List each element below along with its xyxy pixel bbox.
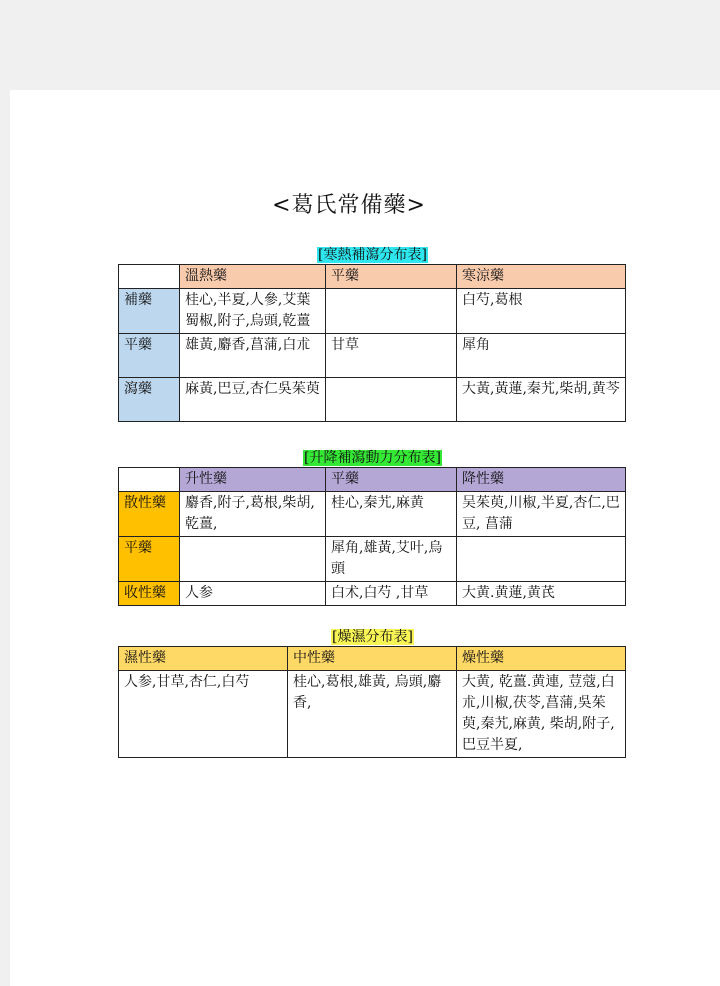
table-cell: 人参 xyxy=(180,582,326,606)
row-label: 散性藥 xyxy=(119,492,180,537)
header-cell: 平藥 xyxy=(326,265,457,289)
header-cell-empty xyxy=(119,265,180,289)
table-cell: 人参,甘草,杏仁,白芍 xyxy=(119,671,288,758)
table-row xyxy=(119,671,626,758)
table-row xyxy=(119,378,626,422)
table-cell xyxy=(326,378,457,422)
row-label: 收性藥 xyxy=(119,582,180,606)
table-cell: 白芍,葛根 xyxy=(457,289,626,334)
table-cell: 甘草 xyxy=(326,334,457,378)
document-title: <葛氏常備藥> xyxy=(272,193,426,218)
table-cell: 大黄.黄蓮,黄芪 xyxy=(457,582,626,606)
table-cell: 犀角,雄黃,艾叶,烏頭 xyxy=(326,537,457,582)
table-cell: 雄黃,麝香,菖蒲,白朮 xyxy=(180,334,326,378)
table-cell: 麻黃,巴豆,杏仁吳茱萸 xyxy=(180,378,326,422)
table-cell: 大黃,黃蓮,秦艽,柴胡,黄芩 xyxy=(457,378,626,422)
table-cell: 白术,白芍 ,甘草 xyxy=(326,582,457,606)
table-cell xyxy=(457,537,626,582)
table-cell: 桂心,葛根,雄黃, 烏頭,麝香, xyxy=(288,671,457,758)
table-cell: 麝香,附子,葛根,柴胡,乾薑, xyxy=(180,492,326,537)
table-cell: 犀角 xyxy=(457,334,626,378)
table-row xyxy=(119,492,626,537)
table-row xyxy=(119,334,626,378)
table2-caption-text: [升降補瀉動力分布表] xyxy=(304,450,441,466)
row-label: 平藥 xyxy=(119,334,180,378)
cold-heat-table xyxy=(118,264,626,422)
table-cell: 桂心,半夏,人參,艾葉蜀椒,附子,烏頭,乾薑 xyxy=(180,289,326,334)
header-cell: 濕性藥 xyxy=(119,647,288,671)
dry-wet-table xyxy=(118,646,626,758)
table-cell: 大黄, 乾薑.黄連, 荳蔻,白朮,川椒,茯苓,菖蒲,吳茱萸,秦艽,麻黄, 柴胡,附子,巴豆半夏, xyxy=(457,671,626,758)
table2-caption xyxy=(119,447,626,467)
document-page xyxy=(10,90,720,986)
table-cell: 桂心,秦艽,麻黄 xyxy=(326,492,457,537)
header-cell: 升性藥 xyxy=(180,468,326,492)
table-header-row xyxy=(119,647,626,671)
header-cell: 降性藥 xyxy=(457,468,626,492)
header-cell: 溫熱藥 xyxy=(180,265,326,289)
table3-caption xyxy=(119,626,626,646)
table-cell xyxy=(180,537,326,582)
row-label: 瀉藥 xyxy=(119,378,180,422)
table-header-row xyxy=(119,265,626,289)
header-cell-empty xyxy=(119,468,180,492)
header-cell: 寒涼藥 xyxy=(457,265,626,289)
table1-caption xyxy=(119,244,626,264)
table-row xyxy=(119,289,626,334)
table-header-row xyxy=(119,468,626,492)
header-cell: 中性藥 xyxy=(288,647,457,671)
table1-caption-text: [寒熱補瀉分布表] xyxy=(318,247,427,263)
header-cell: 平藥 xyxy=(326,468,457,492)
table-row xyxy=(119,582,626,606)
table-cell xyxy=(326,289,457,334)
table-row xyxy=(119,537,626,582)
row-label: 平藥 xyxy=(119,537,180,582)
rise-fall-table xyxy=(118,467,626,606)
row-label: 補藥 xyxy=(119,289,180,334)
header-cell: 燥性藥 xyxy=(457,647,626,671)
table-cell: 吴茱萸,川椒,半夏,杏仁,巴豆, 菖蒲 xyxy=(457,492,626,537)
table3-caption-text: [燥濕分布表] xyxy=(332,629,413,645)
